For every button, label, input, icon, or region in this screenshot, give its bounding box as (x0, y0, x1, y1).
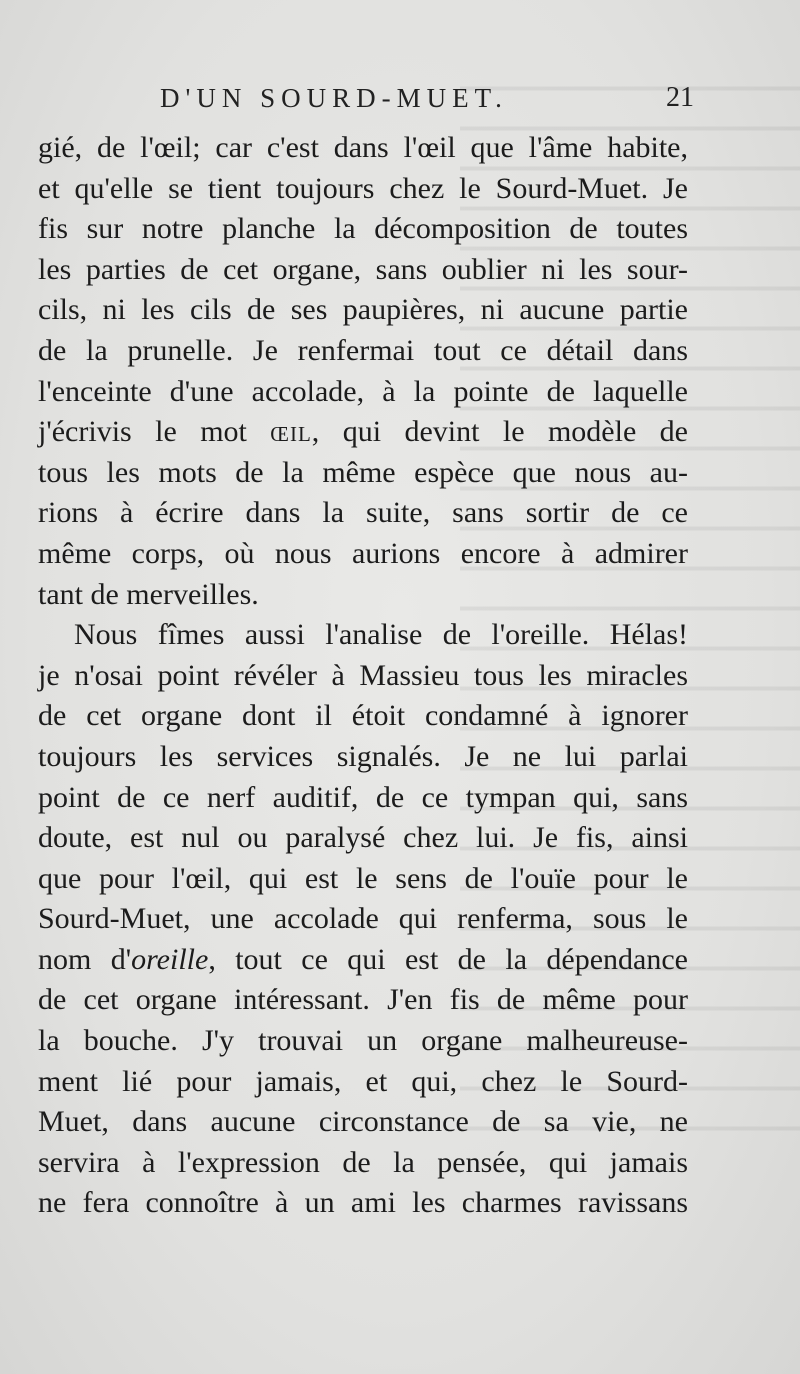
text-line: l'enceinte d'une accolade, à la pointe de laquelle (38, 374, 688, 408)
text-line: et qu'elle se tient toujours chez le Sourd-Muet. Je (38, 171, 688, 205)
text-line: tous les mots de la même espèce que nous au- (38, 455, 688, 489)
text-fragment: nom d' (38, 942, 132, 976)
text-line: ment lié pour jamais, et qui, chez le Sourd- (38, 1064, 688, 1098)
word-oeil: œil (270, 415, 312, 449)
text-line: Sourd-Muet, une accolade qui renferma, sous le (38, 902, 688, 936)
text-line: de cet organe dont il étoit condamné à ignorer (38, 699, 688, 733)
text-line: les parties de cet organe, sans oublier ni les sour- (38, 252, 688, 286)
text-line: toujours les services signalés. Je ne lui parlai (38, 739, 688, 773)
text-fragment: j'écrivis le mot (38, 415, 271, 449)
text-line: fis sur notre planche la décomposition de toutes (38, 212, 688, 246)
text-line: de cet organe intéressant. J'en fis de même pour (38, 983, 688, 1017)
page-header (0, 76, 800, 120)
text-line: servira à l'expression de la pensée, qui jamais (38, 1145, 688, 1179)
text-line: la bouche. J'y trouvai un organe malheureuse- (38, 1024, 688, 1058)
text-line: doute, est nul ou paralysé chez lui. Je fis, ainsi (38, 821, 688, 855)
text-line: je n'osai point révéler à Massieu tous les miracles (38, 658, 688, 692)
text-line: Muet, dans aucune circonstance de sa vie, ne (38, 1105, 688, 1139)
text-fragment: , tout ce qui est de la dépendance (208, 942, 688, 976)
text-line-oeil (38, 412, 688, 453)
text-fragment: , qui devint le modèle de (311, 415, 688, 449)
text-line: gié, de l'œil; car c'est dans l'œil que l'âme habite, (38, 131, 688, 164)
word-oreille: oreille (131, 942, 209, 976)
text-line: ne fera connoître à un ami les charmes ravissans (38, 1186, 688, 1220)
text-line: même corps, où nous aurions encore à admirer (38, 536, 688, 570)
paragraph-end-line: tant de merveilles. (38, 577, 259, 611)
paragraph-start-line: Nous fîmes aussi l'analise de l'oreille. Hélas! (74, 618, 688, 652)
text-line-oreille (38, 940, 688, 981)
text-line: que pour l'œil, qui est le sens de l'ouïe pour le (38, 861, 688, 895)
text-line: cils, ni les cils de ses paupières, ni aucune partie (38, 293, 688, 327)
running-title: D'UN SOURD-MUET. (160, 83, 508, 113)
text-line: de la prunelle. Je renfermai tout ce détail dans (38, 333, 688, 367)
text-line: point de ce nerf auditif, de ce tympan qui, sans (38, 780, 688, 814)
page-number: 21 (666, 82, 694, 113)
body-text (38, 128, 688, 1224)
text-line: rions à écrire dans la suite, sans sortir de ce (38, 496, 688, 530)
